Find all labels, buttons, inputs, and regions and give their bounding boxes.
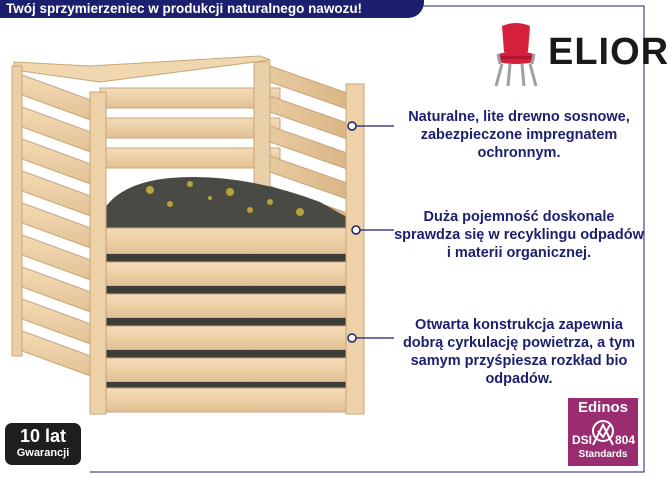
callout-wood: Naturalne, lite drewno sosnowe, zabezpieczone impregnatem ochronnym.: [408, 109, 630, 161]
brand-name: ELIOR: [548, 31, 669, 73]
top-banner: [0, 0, 424, 18]
warranty-years: 10 lat: [19, 426, 67, 446]
warranty-label: Gwarancji: [16, 447, 70, 459]
callout-airflow: Otwarta konstrukcja zapewnia dobrą cyrkulację powietrza, a tym samym przyśpiesza rozkład bio odpadów.: [402, 317, 636, 387]
certificate-dsi: DSI: [572, 433, 593, 447]
certificate-label: Standards: [578, 449, 628, 460]
callout-capacity: Duża pojemność doskonale sprawdza się w recyklingu odpadów i materii organicznej.: [394, 209, 644, 261]
warranty-badge: [5, 423, 81, 465]
certificate-badge: [568, 398, 638, 466]
banner-text: Twój sprzymierzeniec w produkcji naturalnego nawozu!: [6, 1, 363, 16]
certificate-name: Edinos: [577, 399, 628, 416]
compost-bin-image: [0, 52, 372, 420]
certificate-number: 804: [614, 433, 635, 447]
